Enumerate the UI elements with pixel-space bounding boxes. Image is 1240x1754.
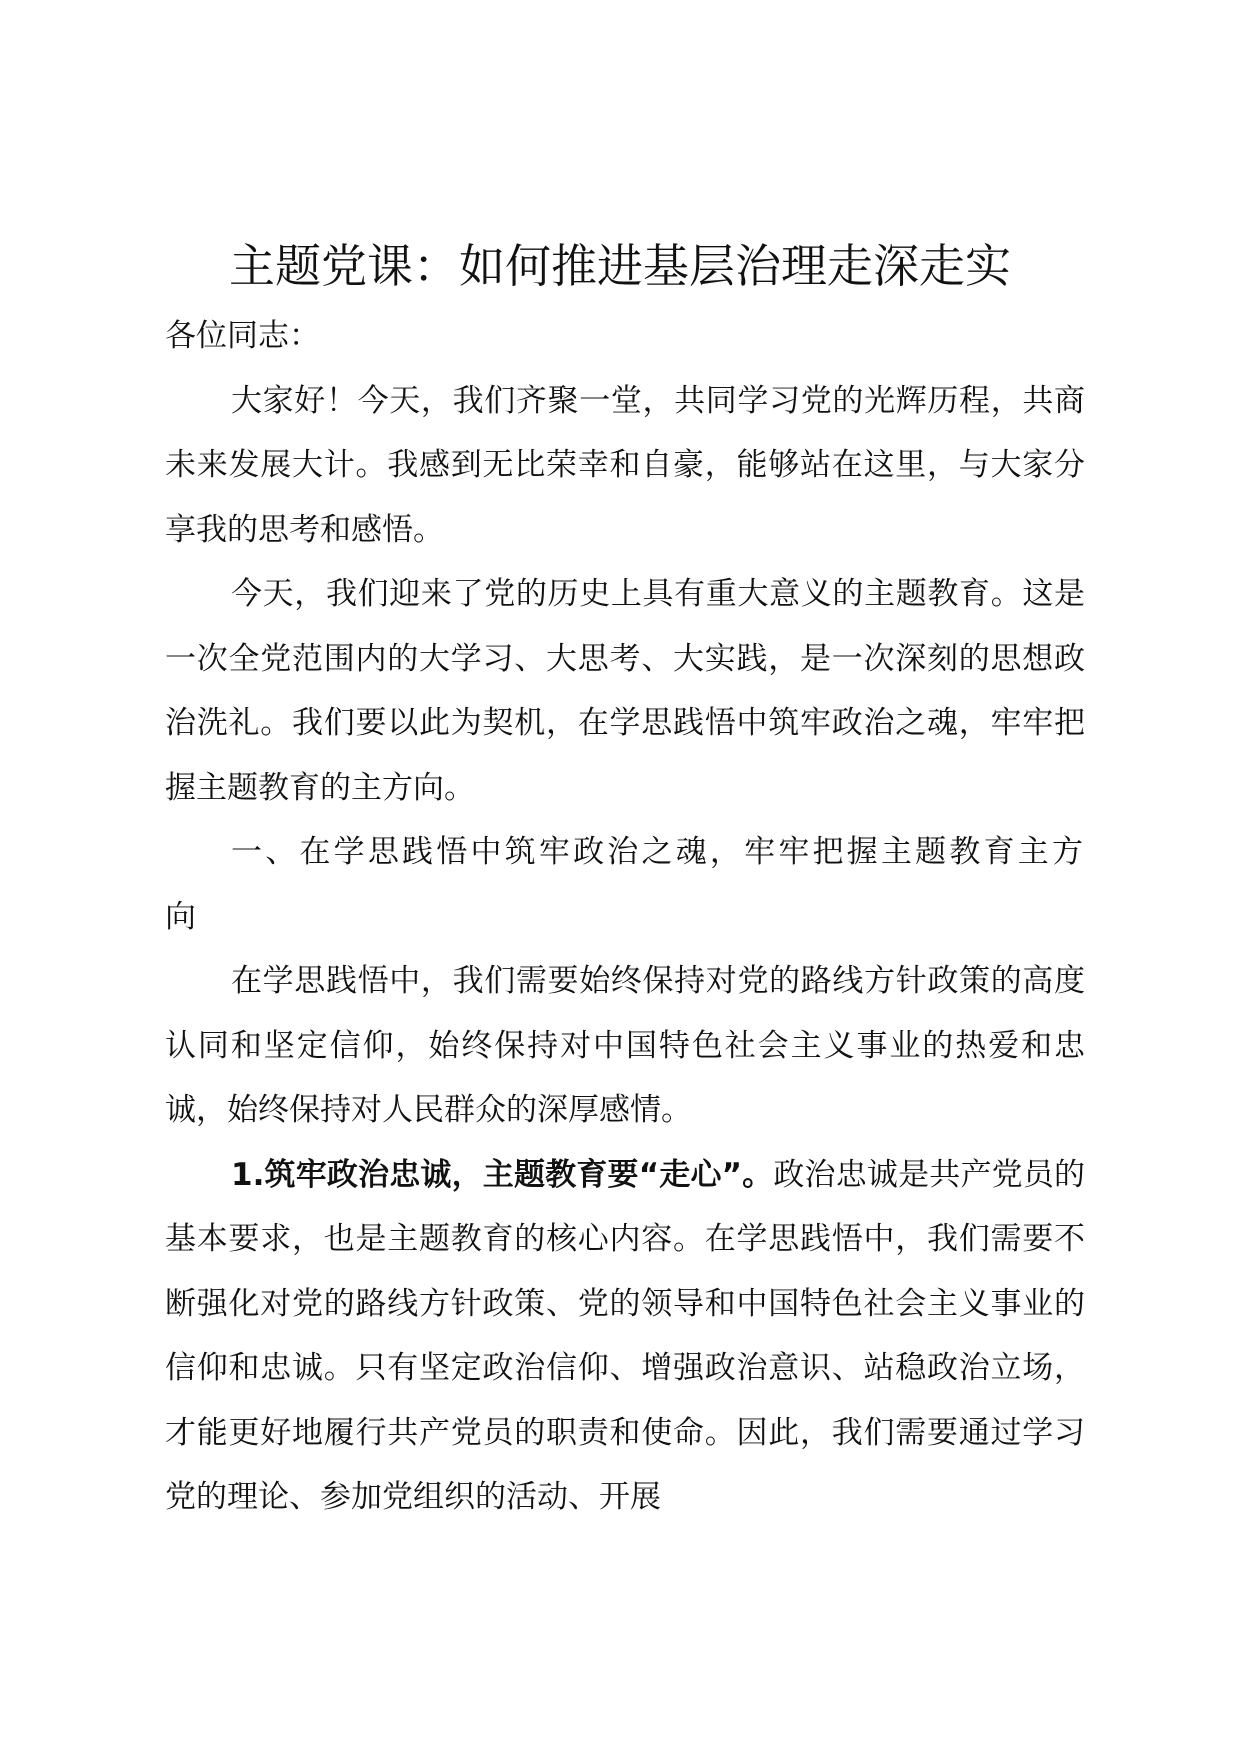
point-1-lead: 1.筑牢政治忠诚，主题教育要“走心”。 <box>231 1156 774 1193</box>
point-1-body: 政治忠诚是共产党员的基本要求，也是主题教育的核心内容。在学思践悟中，我们需要不断强化对党的路线方针政策、党的领导和中国特色社会主义事业的信仰和忠诚。只有坚定政治信仰、增强政治意识、站稳政治立场，才能更好地履行共产党员的职责和使命。因此，我们需要通过学习党的理论、参加党组织的活动、开展 <box>165 1156 1086 1515</box>
point-1-paragraph <box>165 1143 1085 1530</box>
section-heading-1: 一、在学思践悟中筑牢政治之魂，牢牢把握主题教育主方向 <box>165 834 1085 935</box>
section-1-paragraph: 在学思践悟中，我们需要始终保持对党的路线方针政策的高度认同和坚定信仰，始终保持对中国特色社会主义事业的热爱和忠诚，始终保持对人民群众的深厚感情。 <box>165 963 1085 1128</box>
salutation: 各位同志： <box>165 318 320 354</box>
document-body <box>165 304 1085 1530</box>
paragraph-greeting: 大家好！今天，我们齐聚一堂，共同学习党的光辉历程，共商未来发展大计。我感到无比荣幸和自豪，能够站在这里，与大家分享我的思考和感悟。 <box>165 382 1085 548</box>
paragraph-theme-education: 今天，我们迎来了党的历史上具有重大意义的主题教育。这是一次全党范围内的大学习、大思考、大实践，是一次深刻的思想政治洗礼。我们要以此为契机，在学思践悟中筑牢政治之魂，牢牢把握主题教育的主方向。 <box>165 576 1085 806</box>
document-title: 主题党课：如何推进基层治理走深走实 <box>229 239 1011 293</box>
